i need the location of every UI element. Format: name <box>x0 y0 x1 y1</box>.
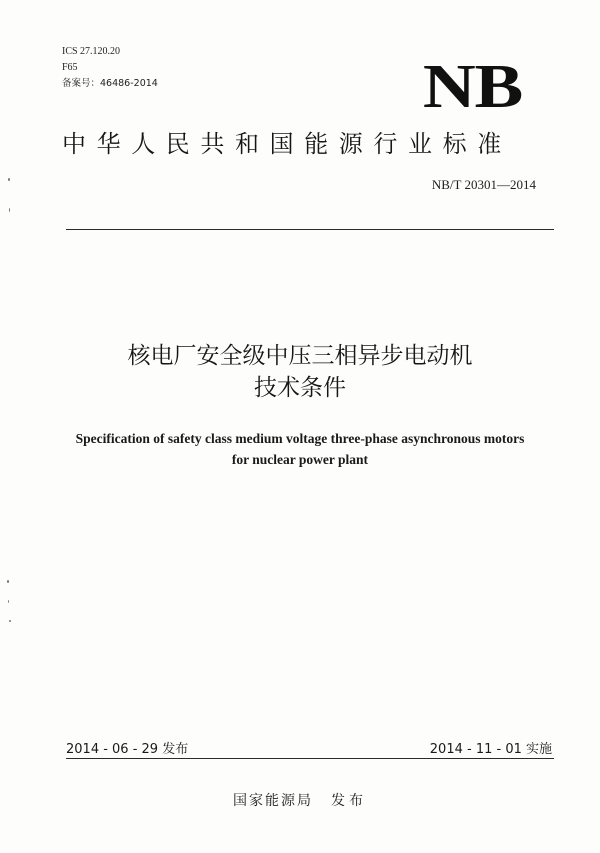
english-title-line-1: Specification of safety class medium voltage three-phase asynchronous motors <box>75 431 525 446</box>
scan-speck <box>8 178 10 181</box>
implementation-date: 2014 - 11 - 01 实施 <box>429 742 552 757</box>
standard-category-title: 中华人民共和国能源行业标准 <box>62 130 512 158</box>
chinese-title-line-2: 技术条件 <box>254 375 346 401</box>
publish-label: 发布 <box>331 793 367 809</box>
english-title-line-2: for nuclear power plant <box>231 452 369 467</box>
bottom-divider <box>66 758 554 759</box>
scan-speck <box>9 208 10 212</box>
nb-logo: NB <box>422 53 522 121</box>
top-divider <box>66 229 554 230</box>
publisher-line <box>0 790 600 810</box>
scan-speck <box>9 620 11 622</box>
scan-speck <box>8 600 9 603</box>
scan-speck <box>7 580 9 583</box>
ccs-code: F65 <box>62 62 78 73</box>
english-title <box>0 428 600 470</box>
chinese-title-line-1: 核电厂安全级中压三相异步电动机 <box>127 343 473 369</box>
standard-number: NB/T 20301—2014 <box>431 177 536 192</box>
ics-code: ICS 27.120.20 <box>62 46 121 57</box>
publisher-name: 国家能源局 <box>233 793 313 809</box>
chinese-title <box>0 340 600 404</box>
classification-block <box>62 44 158 92</box>
filing-number: 备案号：46486-2014 <box>62 78 158 89</box>
issue-date: 2014 - 06 - 29 发布 <box>66 742 189 757</box>
